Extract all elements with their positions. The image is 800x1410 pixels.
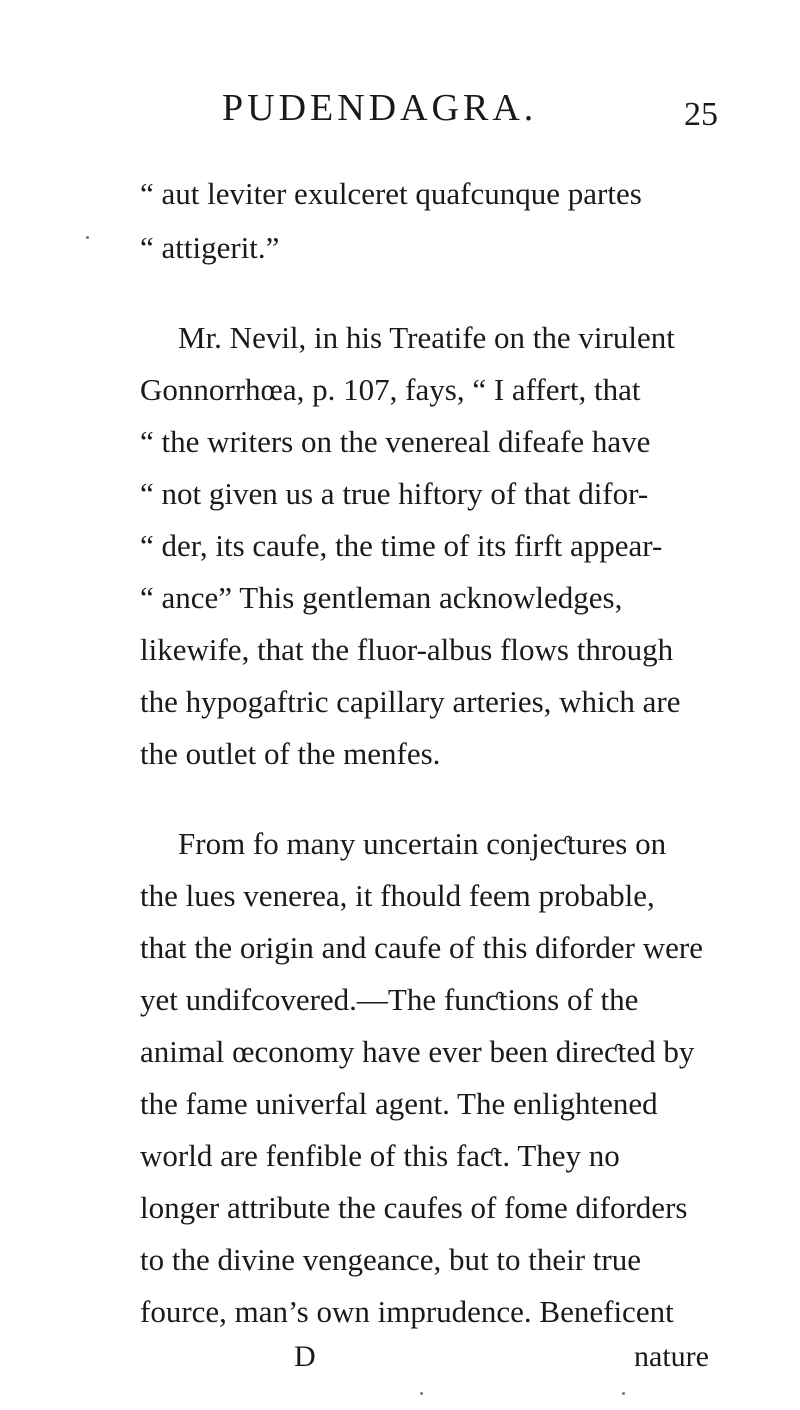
- text-line: “ the writers on the venereal difeafe have: [140, 424, 651, 459]
- text-line: longer attribute the caufes of fome diforders: [140, 1190, 688, 1225]
- text-line: world are fenfible of this faƈt. They no: [140, 1138, 620, 1173]
- text-line: From fo many uncertain conjeƈtures on: [178, 826, 667, 861]
- paper-speck: [420, 1392, 423, 1395]
- running-title: PUDENDAGRA.: [222, 87, 538, 129]
- page-header: [222, 86, 742, 136]
- text-line: “ not given us a true hiftory of that difor-: [140, 476, 649, 511]
- text-line: the outlet of the menfes.: [140, 736, 441, 771]
- text-line: animal œconomy have ever been direƈted by: [140, 1034, 695, 1069]
- catchword: nature: [634, 1340, 709, 1373]
- text-line: “ der, its caufe, the time of its firft appear-: [140, 528, 663, 563]
- text-line: “ ance” This gentleman acknowledges,: [140, 580, 623, 615]
- text-line: yet undifcovered.—The funƈtions of the: [140, 982, 639, 1017]
- text-line: Gonnorrhœa, p. 107, fays, “ I affert, that: [140, 372, 641, 407]
- paper-speck: [622, 1392, 625, 1395]
- text-line: Mr. Nevil, in his Treatife on the virulent: [178, 320, 675, 355]
- text-line: likewife, that the fluor-albus flows through: [140, 632, 674, 667]
- paper-speck: [86, 236, 89, 239]
- text-line: fource, man’s own imprudence. Beneficent: [140, 1294, 674, 1329]
- text-line: “ aut leviter exulceret quafcunque partes: [140, 176, 642, 211]
- page-number: 25: [684, 96, 718, 133]
- signature-mark: D: [294, 1340, 316, 1373]
- text-line: “ attigerit.”: [140, 230, 280, 265]
- text-line: the fame univerfal agent. The enlightened: [140, 1086, 658, 1121]
- text-line: to the divine vengeance, but to their true: [140, 1242, 641, 1277]
- text-line: the lues venerea, it fhould feem probable,: [140, 878, 655, 913]
- text-line: the hypogaftric capillary arteries, which are: [140, 684, 681, 719]
- text-line: that the origin and caufe of this diforder were: [140, 930, 703, 965]
